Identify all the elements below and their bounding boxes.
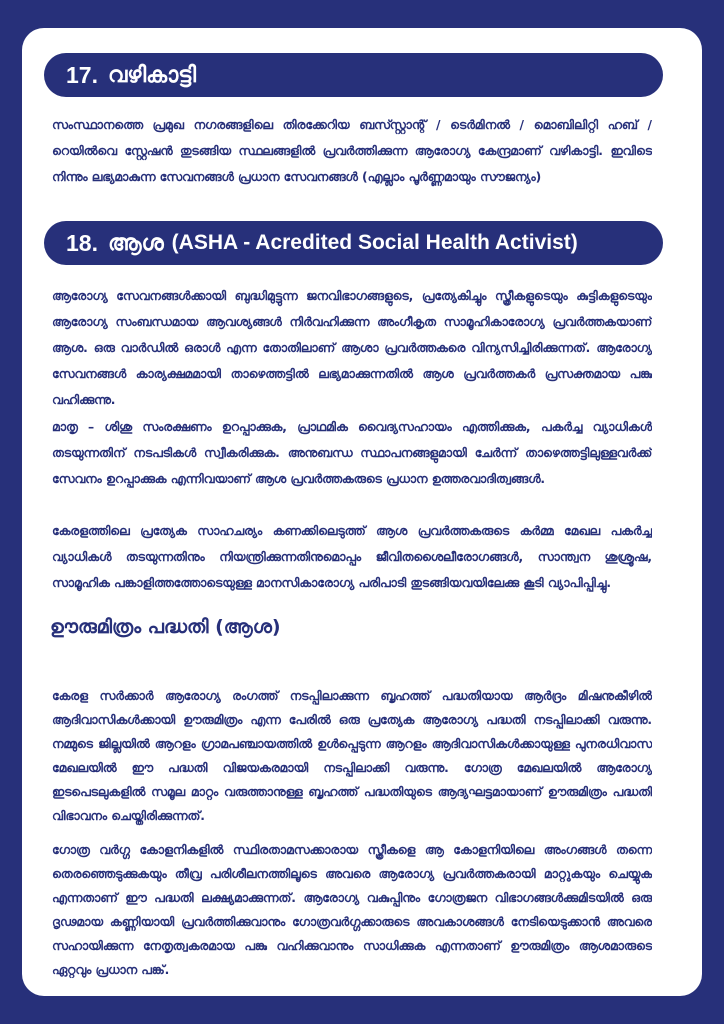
section-18-header: [44, 221, 663, 265]
section-18-number: 18.: [66, 229, 98, 256]
oorumithram-paragraph: ഗോത്ര വർഗ്ഗ കോളനികളിൽ സ്ഥിരതാമസക്കാരായ സ്ത്രീകളെ ആ കോളനിയിലെ അംഗങ്ങൾ തന്നെ തെരഞ്ഞെടുക്കുകയും തീവ്ര പരിശീലനത്തിലൂടെ അവരെ ആരോഗ്യ പ്രവർത്തകരായി മാറ്റുകയും ചെയ്യുക എന്നതാണ് ഈ പദ്ധതി ലക്ഷ്യമാക്കുന്നത്. ആരോഗ്യ വകുപ്പിനും ഗോത്രജന വിഭാഗങ്ങൾക്കുമിടയിൽ ഒരു ദൃഢമായ കണ്ണിയായി പ്രവർത്തിക്കുവാനും ഗോത്രവർഗ്ഗക്കാരുടെ അവകാശങ്ങൾ നേടിയെടുക്കാൻ അവരെ സഹായിക്കുന്ന നേതൃത്വകരമായ പങ്കു വഹിക്കുവാനും സാധിക്കുക എന്നതാണ് ഊരുമിത്രം ആശമാരുടെ ഏറ്റവും പ്രധാന പങ്ക്.: [52, 843, 652, 977]
section-18-title: ആശ: [107, 230, 164, 256]
section-18-paragraph: കേരളത്തിലെ പ്രത്യേക സാഹചര്യം കണക്കിലെടുത്ത് ആശ പ്രവർത്തകരുടെ കർമ്മ മേഖല പകർച്ച വ്യാധികൾ തടയുന്നതിനും നിയന്ത്രിക്കുന്നതിനുമൊപ്പം ജീവിതശൈലീരോഗങ്ങൾ, സാന്ത്വന ശുശ്രൂഷ, സാമൂഹിക പങ്കാളിത്തത്തോടെയുള്ള മാനസികാരോഗ്യ പരിപാടി തുടങ്ങിയവയിലേക്കു കൂടി വ്യാപിപ്പിച്ചു.: [52, 524, 652, 590]
oorumithram-paragraph: കേരള സർക്കാർ ആരോഗ്യ രംഗത്ത് നടപ്പിലാക്കുന്ന ബൃഹത്ത് പദ്ധതിയായ ആർദ്രം മിഷനുകീഴിൽ ആദിവാസികൾക്കായി ഊരുമിത്രം എന്ന പേരിൽ ഒരു പ്രത്യേക ആരോഗ്യ പദ്ധതി നടപ്പിലാക്കി വരുന്നു. നമ്മുടെ ജില്ലയിൽ ആറളം ഗ്രാമപഞ്ചായത്തിൽ ഉൾപ്പെടുന്ന ആറളം ആദിവാസികൾക്കായുള്ള പുനരധിവാസ മേഖലയിൽ ഈ പദ്ധതി വിജയകരമായി നടപ്പിലാക്കി വരുന്നു. ഗോത്ര മേഖലയിൽ ആരോഗ്യ ഇടപെടലുകളിൽ സമൂല മാറ്റം വരുത്താനുള്ള ബൃഹത്ത് പദ്ധതിയുടെ ആദ്യഘട്ടമായാണ് ഊരുമിത്രം പദ്ധതി വിഭാവനം ചെയ്തിരിക്കുന്നത്.: [52, 689, 652, 823]
section-17-title: വഴികാട്ടി: [107, 62, 196, 88]
section-18-title-english: (ASHA - Acredited Social Health Activist): [171, 231, 578, 254]
section-17-header: [44, 53, 663, 97]
section-18-paragraph: മാതൃ – ശിശു സംരക്ഷണം ഉറപ്പാക്കുക, പ്രാഥമിക വൈദ്യസഹായം എത്തിക്കുക, പകർച്ച വ്യാധികൾ തടയുന്നതിന് നടപടികൾ സ്വീകരിക്കുക. അനുബന്ധ സ്ഥാപനങ്ങളുമായി ചേർന്ന് താഴെത്തട്ടിലുള്ളവർക്ക് സേവനം ഉറപ്പാക്കുക എന്നിവയാണ് ആശ പ്രവർത്തകരുടെ പ്രധാന ഉത്തരവാദിത്വങ്ങൾ.: [52, 420, 652, 486]
section-17-number: 17.: [66, 61, 98, 88]
oorumithram-heading: ഊരുമിത്രം പദ്ധതി (ആശ): [50, 616, 281, 638]
section-18-paragraph: ആരോഗ്യ സേവനങ്ങൾക്കായി ബുദ്ധിമുട്ടുന്ന ജനവിഭാഗങ്ങളുടെ, പ്രത്യേകിച്ചും സ്ത്രീകളുടെയും കുട്ടികളുടെയും ആരോഗ്യ സംബന്ധമായ ആവശ്യങ്ങൾ നിർവഹിക്കുന്ന അംഗീകൃത സാമൂഹികാരോഗ്യ പ്രവർത്തകയാണ് ആശ. ഒരു വാർഡിൽ ഒരാൾ എന്ന തോതിലാണ് ആശാ പ്രവർത്തകരെ വിന്യസിച്ചിരിക്കുന്നത്. ആരോഗ്യ സേവനങ്ങൾ കാര്യക്ഷമമായി താഴെത്തട്ടിൽ ലഭ്യമാക്കുന്നതിൽ ആശ പ്രവർത്തകർ പ്രസക്തമായ പങ്കു വഹിക്കുന്നു.: [52, 289, 652, 407]
section-17-body: സംസ്ഥാനത്തെ പ്രമുഖ നഗരങ്ങളിലെ തിരക്കേറിയ ബസ്സ്റ്റാന്റ് / ടെർമിനൽ / മൊബിലിറ്റി ഹബ് / റെയിൽവെ സ്റ്റേഷൻ തുടങ്ങിയ സ്ഥലങ്ങളിൽ പ്രവർത്തിക്കുന്ന ആരോഗ്യ കേന്ദ്രമാണ് വഴികാട്ടി. ഇവിടെ നിന്നും ലഭ്യമാകുന്ന സേവനങ്ങൾ പ്രധാന സേവനങ്ങൾ (എല്ലാം പൂർണ്ണമായും സൗജന്യം): [52, 118, 652, 184]
